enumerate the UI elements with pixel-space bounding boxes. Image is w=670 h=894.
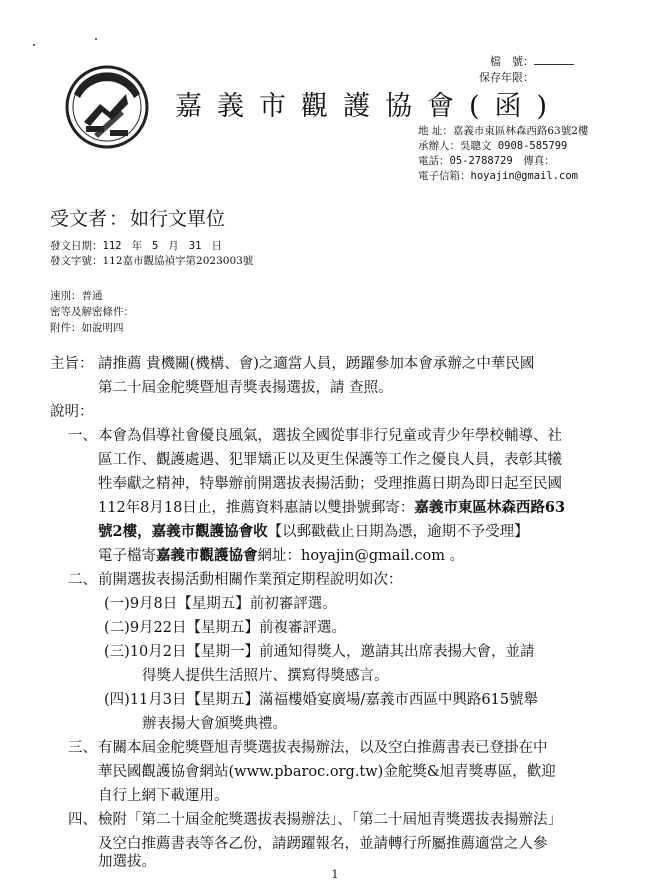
- item-1-line-4: [98, 496, 565, 520]
- secret-label: 密等及解密條件：: [50, 306, 134, 318]
- secret-level: [50, 304, 134, 319]
- address: 嘉義市東區林森西路63號2樓: [452, 125, 589, 137]
- item-4-line-3: 加選拔。: [98, 854, 156, 870]
- file-box: [479, 54, 574, 86]
- issue-month-unit: 月: [168, 240, 179, 252]
- item-3-line-3: 自行上網下載運用。: [98, 788, 229, 804]
- item-1-line-6: [98, 544, 464, 568]
- issue-date: [50, 238, 222, 253]
- speed-label: 速別：: [50, 290, 82, 302]
- issue-month: 5: [151, 240, 159, 252]
- issue-day-unit: 日: [211, 240, 222, 252]
- issue-no-label: 發文字號：: [50, 255, 103, 267]
- explain-label: 說明：: [50, 404, 94, 420]
- contact-block: [418, 124, 588, 184]
- item-4-line-2: 及空白推薦書表等各乙份，請踴躍報名，並請轉行所屬推薦適當之人參: [98, 836, 548, 852]
- subject-line-2: 第二十屆金舵獎暨旭青獎表揚選拔，請 查照。: [98, 380, 393, 396]
- recipient-value: 如行文單位: [130, 208, 226, 230]
- org-title: 嘉義市觀護協會(函): [175, 91, 563, 122]
- item-4-number: 四、: [68, 812, 97, 828]
- recipient: 受文者 ： 如行文單位: [50, 208, 226, 230]
- attach-label: 附件：: [50, 322, 82, 334]
- item-1-email-prefix: 電子檔寄: [98, 548, 156, 564]
- issue-day: 31: [188, 240, 202, 252]
- file-no-label: 檔 號：: [490, 55, 534, 68]
- item-1-line-2: 區工作、觀護處遇、犯罪矯正以及更生保護等工作之優良人員，表彰其犧: [98, 452, 562, 468]
- speed-value: 普通: [81, 290, 103, 302]
- item-1-mail-recipient: 號2樓，嘉義市觀護協會收: [98, 523, 268, 540]
- item-2-schedule-2: (二)9月22日【星期五】前複審評選。: [104, 620, 346, 636]
- item-1-mail-address: 嘉義市東區林森西路63: [414, 499, 566, 516]
- issue-number: [50, 253, 253, 268]
- item-1-line-5: [98, 520, 529, 544]
- item-3-line-2: 華民國觀護協會網站(www.pbaroc.org.tw)金舵獎&旭青獎專區，歡迎: [98, 764, 556, 780]
- attach-value: 如說明四: [81, 322, 124, 334]
- keep-years-label: 保存年限：: [479, 71, 534, 84]
- handler-label: 承辦人：: [418, 140, 460, 152]
- item-2-schedule-3: (三)10月2日【星期一】前通知得獎人，邀請其出席表揚大會，並請: [104, 644, 535, 660]
- item-3-number: 三、: [68, 740, 97, 756]
- phone: 05-2788729: [449, 155, 513, 167]
- subject-label: 主旨：: [50, 356, 94, 372]
- phone-label: 電話：: [418, 155, 450, 167]
- item-1-email-org: 嘉義市觀護協會: [156, 547, 258, 564]
- item-2-schedule-1: (一)9月8日【星期五】前初審評選。: [104, 596, 337, 612]
- item-1-email-address[interactable]: hoyajin@gmail.com: [301, 548, 446, 564]
- issue-year: 112: [102, 240, 122, 252]
- item-1-postmark-note: 【以郵戳截止日期為憑，逾期不予受理】: [267, 524, 529, 540]
- item-2-schedule-3-cont: 得獎人提供生活照片、撰寫得獎感言。: [142, 668, 389, 684]
- subject-line-1: 請推薦 貴機關(機構、會)之適當人員，踴躍參加本會承辦之中華民國: [98, 356, 535, 372]
- issue-date-label: 發文日期：: [50, 240, 103, 252]
- item-1-line-3: 牲奉獻之精神，特舉辦前開選拔表揚活動；受理推薦日期為即日起至民國: [98, 476, 562, 492]
- handler: 吳聰文 0908-585799: [460, 140, 568, 152]
- item-2-number: 二、: [68, 572, 97, 588]
- item-1-url-label: 網址：: [257, 548, 301, 564]
- item-1-line-4-text: 112年8月18日止，推薦資料惠請以雙掛號郵寄：: [98, 500, 415, 516]
- issue-year-unit: 年: [131, 240, 142, 252]
- email-label: 電子信箱：: [418, 170, 471, 182]
- attachment: [50, 320, 124, 335]
- item-2-schedule-4-cont: 辦表揚大會頒獎典禮。: [142, 716, 287, 732]
- item-3-line-1: 有關本屆金舵獎暨旭青獎選拔表揚辦法，以及空白推薦書表已登掛在中: [98, 740, 548, 756]
- fax-label: 傳真：: [523, 155, 555, 167]
- address-label: 地 址：: [418, 125, 453, 137]
- association-logo-icon: [64, 64, 150, 150]
- item-1-number: 一、: [68, 428, 97, 444]
- item-2-intro: 前開選拔表揚活動相關作業預定期程說明如次：: [98, 572, 403, 588]
- item-4-line-1: 檢附「第二十屆金舵獎選拔表揚辦法」、「第二十屆旭青獎選拔表揚辦法」: [98, 812, 562, 828]
- scan-speck: [95, 38, 97, 40]
- item-1-line-end: 。: [445, 548, 465, 564]
- item-1-line-1: 本會為倡導社會優良風氣，選拔全國從事非行兒童或青少年學校輔導、社: [98, 428, 562, 444]
- item-2-schedule-4: (四)11月3日【星期五】滿福樓婚宴廣場/嘉義市西區中興路615號舉: [104, 692, 539, 708]
- scan-speck: [33, 44, 35, 46]
- issue-no: 112嘉市觀協禎字第2023003號: [102, 255, 254, 267]
- page-number: 1: [331, 868, 339, 881]
- email: hoyajin@gmail.com: [470, 170, 578, 182]
- recipient-label: 受文者: [50, 208, 108, 230]
- speed: [50, 288, 103, 303]
